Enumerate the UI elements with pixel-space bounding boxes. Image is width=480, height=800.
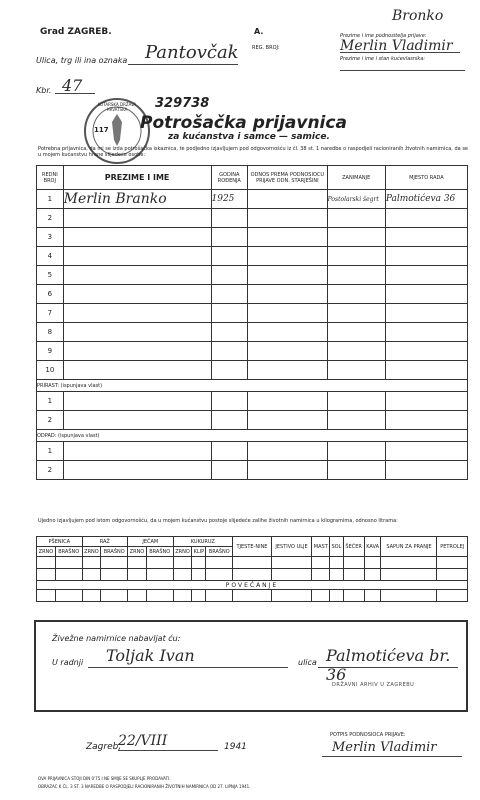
shop-label: U radnji (52, 658, 84, 667)
supply-petrolej: PETROLEJ (437, 537, 468, 557)
supply-sapun: SAPUN ZA PRANJE (381, 537, 437, 557)
row-number: 2 (37, 411, 64, 430)
row-number: 1 (37, 442, 64, 461)
col-prezime-ime: PREZIME I IME (63, 166, 211, 190)
table-row (37, 209, 468, 228)
table-row (37, 411, 468, 430)
work-place: Palmotićeva 36 (385, 190, 467, 209)
merchant-label: Živežne namirnice nabavljat ću: (52, 634, 181, 643)
merchant-box (34, 620, 468, 712)
prirast-label: PRIRAST: (ispunjava vlast) (37, 380, 468, 392)
table-row (37, 361, 468, 380)
odpad-label: ODPAD: (ispunjava vlast) (37, 430, 468, 442)
merchant-street-value: Palmotićeva br. 36 (326, 646, 451, 684)
merchant-street-line (318, 667, 458, 668)
row-number: 6 (37, 285, 64, 304)
table-row (37, 323, 468, 342)
sub-col: ZRNO (173, 547, 192, 557)
person-name: Merlin Branko (63, 190, 211, 209)
supply-psenica: PŠENICA (37, 537, 83, 547)
supply-secer: ŠEĆER (343, 537, 364, 557)
form-number: 329738 (155, 96, 210, 111)
footnote-regulation: OBRAZAC K ČL. 3 ST. 3 NAREDBE O RASPODJELI RACIONIRANIH ŽIVOTNIH NAMIRNICA OD 27. LIPNJA 1941. (38, 784, 251, 789)
date-line (118, 750, 218, 751)
sub-col: ZRNO (37, 547, 56, 557)
col-mjesto-rada: MJESTO RADA (385, 166, 467, 190)
city-label: Grad ZAGREB. (40, 27, 112, 37)
sub-col: BRAŠNO (55, 547, 82, 557)
table-row (37, 342, 468, 361)
row-number: 8 (37, 323, 64, 342)
table-row (37, 285, 468, 304)
row-number: 5 (37, 266, 64, 285)
sub-col: BRAŠNO (146, 547, 173, 557)
signature-label: POTPIS PODNOSIOCA PRIJAVE: (330, 732, 406, 738)
house-value: 47 (62, 76, 83, 95)
povecanje-label: POVEĆANJE (37, 581, 468, 590)
stamp-text: KOTARSKA DRŽAVA HRVATSKA (97, 102, 137, 112)
sub-col: KLIP (193, 548, 205, 555)
col-godina: GODINA ROĐENJA (211, 166, 248, 190)
merchant-street-label: ulica (298, 658, 317, 667)
landlord-label: Prezime i ime i stan kućevlasnika: (340, 56, 426, 62)
sub-col: ZRNO (82, 547, 101, 557)
table-row (37, 442, 468, 461)
footnote-price: OVA PRIJAVNICA STOJI DIN 0'75 I NE SMIJE SE SKUPLJE PRODAVATI. (38, 776, 171, 781)
supply-sol: SOL (330, 537, 343, 557)
supply-jecam: JEČAM (128, 537, 174, 547)
table-row (37, 392, 468, 411)
signature-line (322, 756, 462, 757)
reg-label: REG. BROJ: (252, 45, 280, 51)
year-label: 1941 (224, 742, 247, 752)
applicant-label: Prezime i ime podnositelja prijave: (340, 33, 427, 39)
birth-year: 1925 (211, 190, 248, 209)
sub-col: BRAŠNO (101, 547, 128, 557)
relation (248, 190, 328, 209)
row-number: 1 (37, 190, 64, 209)
street-value: Pantovčak (145, 42, 239, 63)
shop-line (88, 667, 288, 668)
persons-table (36, 165, 468, 480)
row-number: 10 (37, 361, 64, 380)
intro-text: Potrebna prijavnica, da mi se izda potrošačka iskaznica, te podjedno izjavljujem pod odgovornošću iz čl. 38 st. 1 naredbe o raspodjeli racioniranih životnih namirnica, da se u mojem kućanstvu hrane slijedeće osobe: (38, 146, 468, 158)
table-row (37, 247, 468, 266)
street-label: Ulica, trg ili ina oznaka (36, 56, 128, 65)
row-number: 7 (37, 304, 64, 323)
supply-mast: MAST (312, 537, 330, 557)
date-value: 22/VIII (118, 733, 168, 749)
col-zanimanje: ZANIMANJE (327, 166, 385, 190)
table-row (37, 304, 468, 323)
sub-col: BRAŠNO (206, 547, 233, 557)
supply-tjestenine: TJESTE-NINE (233, 537, 272, 557)
col-odnos: ODNOS PREMA PODNOSIOCU PRIJAVE ODN. STARJEŠINI (248, 166, 328, 190)
landlord-line (340, 70, 465, 71)
table-row (37, 461, 468, 480)
supply-ulje: JESTIVO ULJE (271, 537, 311, 557)
supply-kukuruz: KUKURUZ (173, 537, 233, 547)
occupation: Postolarski šegrt (327, 190, 385, 209)
declaration-text: Ujedno izjavljujem pod istom odgovornošću, da u mojem kućanstvu postoje slijedeće zalihe životnih namirnica u kilogramima, odnosno litrama: (38, 518, 398, 524)
house-label: Kbr. (36, 86, 52, 95)
applicant-value: Merlin Vladimir (340, 38, 453, 54)
row-number: 2 (37, 461, 64, 480)
supplies-table (36, 536, 468, 602)
letter-a: A. (254, 27, 264, 36)
row-number: 3 (37, 228, 64, 247)
form-title: Potrošačka prijavnica (140, 113, 347, 133)
table-row (37, 190, 468, 209)
sub-col: ZRNO (128, 547, 147, 557)
signature-value: Merlin Vladimir (332, 740, 437, 755)
stamp-number: 117 (94, 126, 109, 134)
house-line (55, 93, 95, 94)
row-number: 2 (37, 209, 64, 228)
row-number: 4 (37, 247, 64, 266)
street-line (128, 64, 238, 65)
table-row (37, 266, 468, 285)
applicant-line (340, 52, 460, 53)
row-number: 9 (37, 342, 64, 361)
supply-raz: RAŽ (82, 537, 128, 547)
col-redni-broj: REDNI BROJ (37, 166, 64, 190)
supply-kava: KAVA (364, 537, 381, 557)
archive-stamp: DRŽAVNI ARHIV U ZAGREBU (332, 682, 415, 688)
table-row (37, 228, 468, 247)
top-right-name: Bronko (392, 8, 444, 24)
form-subtitle: za kućanstva i samce — samice. (168, 132, 330, 142)
shop-value: Toljak Ivan (106, 646, 195, 665)
row-number: 1 (37, 392, 64, 411)
place-label: Zagreb, (86, 742, 122, 752)
